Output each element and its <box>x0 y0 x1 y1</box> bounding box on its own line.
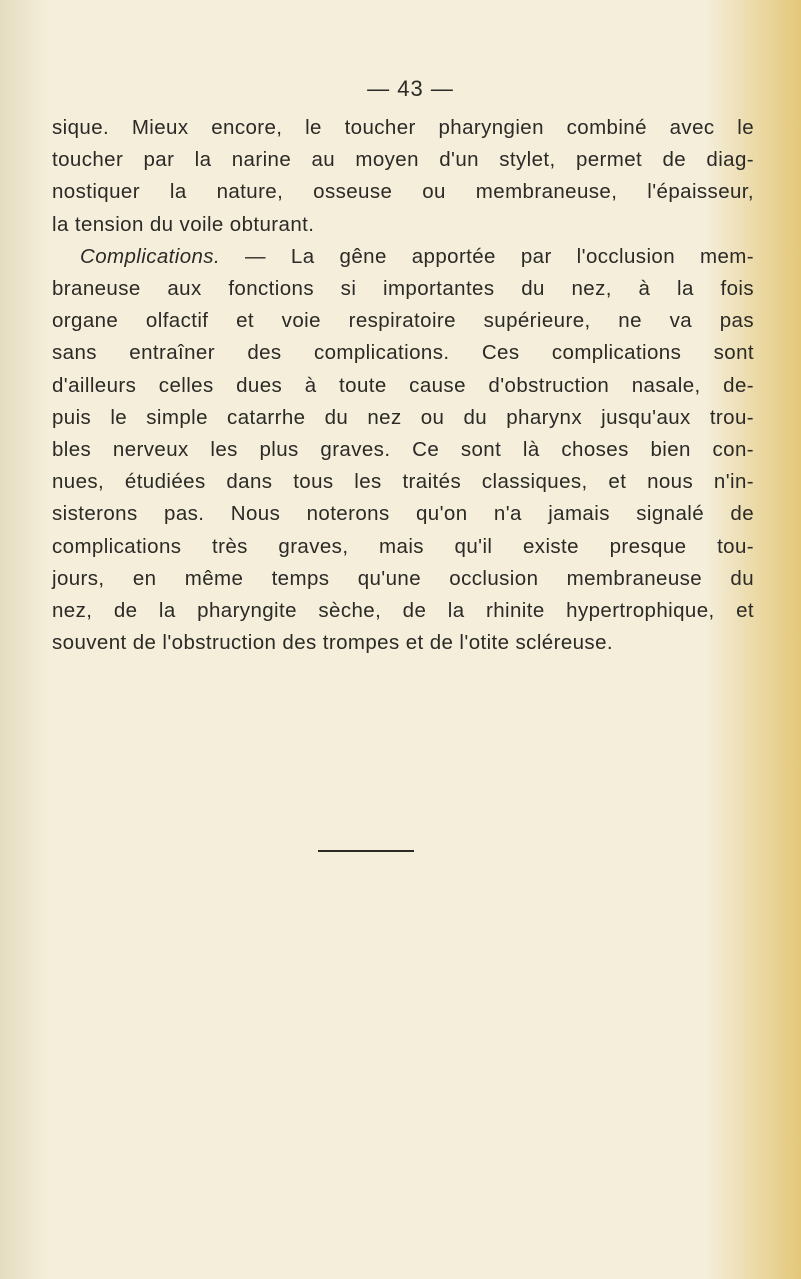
text-line: d'ailleurs celles dues à toute cause d'obstruction nasale, de- <box>52 373 754 397</box>
text-line: sisterons pas. Nous noterons qu'on n'a jamais signalé de <box>52 502 754 526</box>
text-line: nues, étudiées dans tous les traités classiques, et nous n'in- <box>52 470 754 494</box>
text-line: toucher par la narine au moyen d'un stylet, permet de diag- <box>52 148 754 172</box>
text-line: organe olfactif et voie respiratoire supérieure, ne va pas <box>52 309 754 333</box>
section-heading: Complications. <box>80 244 221 268</box>
paragraph-diagnosis <box>52 112 754 241</box>
text-line: bles nerveux les plus graves. Ce sont là choses bien con- <box>52 438 754 462</box>
text-line <box>52 241 754 273</box>
text-line: nez, de la pharyngite sèche, de la rhinite hypertrophique, et <box>52 599 754 623</box>
text-line: souvent de l'obstruction des trompes et de l'otite scléreuse. <box>52 631 613 655</box>
text-line: la tension du voile obturant. <box>52 212 315 236</box>
page-number: — 43 — <box>367 76 454 101</box>
heading-line-rest: — La gêne apportée par l'occlusion mem- <box>220 244 754 268</box>
text-line: complications très graves, mais qu'il existe presque tou- <box>52 534 754 558</box>
body-text <box>52 112 754 659</box>
text-line: nostiquer la nature, osseuse ou membraneuse, l'épaisseur, <box>52 180 754 204</box>
text-line: sique. Mieux encore, le toucher pharyngien combiné avec le <box>52 116 754 139</box>
text-line: sans entraîner des complications. Ces complications sont <box>52 341 754 365</box>
section-divider <box>318 850 414 852</box>
text-line: braneuse aux fonctions si importantes du nez, à la fois <box>52 277 754 301</box>
text-line: jours, en même temps qu'une occlusion membraneuse du <box>52 566 754 590</box>
paragraph-complications <box>52 241 754 660</box>
text-line: puis le simple catarrhe du nez ou du pharynx jusqu'aux trou- <box>52 405 754 429</box>
